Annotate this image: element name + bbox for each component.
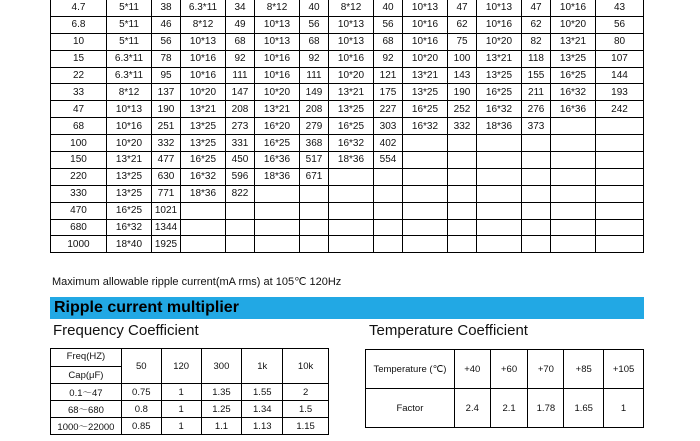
case-size-cell <box>255 236 300 253</box>
case-size-cell <box>329 236 374 253</box>
case-size-cell: 10*16 <box>477 16 522 33</box>
case-size-cell: 8*12 <box>329 0 374 16</box>
freq-factor-cell: 1.25 <box>201 401 242 418</box>
case-size-cell: 10*16 <box>255 50 300 67</box>
table-row <box>51 67 644 84</box>
ripple-current-cell: 630 <box>152 168 181 185</box>
case-size-cell: 10*20 <box>181 84 226 101</box>
case-size-cell <box>181 202 226 219</box>
case-size-cell <box>329 168 374 185</box>
ripple-current-cell <box>448 202 477 219</box>
ripple-current-cell <box>300 219 329 236</box>
ripple-current-cell: 111 <box>300 67 329 84</box>
case-size-cell: 8*12 <box>255 0 300 16</box>
case-size-cell: 16*25 <box>551 67 596 84</box>
case-size-cell: 10*20 <box>255 84 300 101</box>
case-size-cell <box>477 202 522 219</box>
ripple-current-cell <box>374 202 403 219</box>
case-size-cell: 13*21 <box>551 33 596 50</box>
case-size-cell: 10*13 <box>477 0 522 16</box>
ripple-current-cell <box>522 236 551 253</box>
table-row <box>51 202 644 219</box>
capacitance-cell: 6.8 <box>51 16 107 33</box>
ripple-current-cell <box>522 185 551 202</box>
case-size-cell <box>329 185 374 202</box>
table-row <box>51 236 644 253</box>
ripple-current-cell: 303 <box>374 118 403 135</box>
case-size-cell <box>255 202 300 219</box>
case-size-cell: 18*40 <box>107 236 152 253</box>
case-size-cell <box>181 236 226 253</box>
freq-row <box>51 401 329 418</box>
ripple-current-cell: 332 <box>152 135 181 152</box>
case-size-cell: 10*16 <box>329 50 374 67</box>
case-size-cell: 13*21 <box>107 152 152 169</box>
case-size-cell: 13*25 <box>181 135 226 152</box>
ripple-current-cell: 373 <box>522 118 551 135</box>
table-row <box>51 135 644 152</box>
ripple-current-cell <box>596 236 644 253</box>
ripple-current-cell: 68 <box>374 33 403 50</box>
case-size-cell: 10*20 <box>403 50 448 67</box>
ripple-current-cell <box>374 236 403 253</box>
capacitance-cell: 47 <box>51 101 107 118</box>
case-size-cell <box>477 168 522 185</box>
ripple-current-cell: 78 <box>152 50 181 67</box>
case-size-cell: 10*16 <box>551 0 596 16</box>
capacitance-cell: 680 <box>51 219 107 236</box>
cap-header-label: Cap(μF) <box>68 370 104 381</box>
table-row <box>51 118 644 135</box>
capacitance-cell: 4.7 <box>51 0 107 16</box>
case-size-cell: 13*25 <box>181 118 226 135</box>
freq-col-header: 300 <box>201 349 242 384</box>
ripple-current-cell: 43 <box>596 0 644 16</box>
ripple-current-cell <box>226 236 255 253</box>
ripple-current-cell: 143 <box>448 67 477 84</box>
case-size-cell <box>477 152 522 169</box>
ripple-current-cell <box>448 185 477 202</box>
ripple-current-cell: 227 <box>374 101 403 118</box>
case-size-cell: 6.3*11 <box>107 67 152 84</box>
ripple-current-cell <box>374 168 403 185</box>
case-size-cell: 16*25 <box>107 202 152 219</box>
case-size-cell <box>551 118 596 135</box>
capacitance-cell: 33 <box>51 84 107 101</box>
case-size-cell: 13*21 <box>181 101 226 118</box>
ripple-current-cell <box>596 202 644 219</box>
ripple-current-cell <box>522 152 551 169</box>
ripple-current-cell: 118 <box>522 50 551 67</box>
section-banner <box>50 297 644 319</box>
case-size-cell: 10*13 <box>403 0 448 16</box>
ripple-current-cell: 251 <box>152 118 181 135</box>
case-size-cell <box>551 168 596 185</box>
ripple-current-cell: 49 <box>226 16 255 33</box>
capacitance-cell: 1000 <box>51 236 107 253</box>
ripple-current-cell <box>522 135 551 152</box>
case-size-cell <box>403 185 448 202</box>
ripple-current-cell <box>226 219 255 236</box>
ripple-current-cell: 671 <box>300 168 329 185</box>
ripple-current-cell: 75 <box>448 33 477 50</box>
freq-factor-cell: 1.34 <box>242 401 283 418</box>
ripple-current-cell: 92 <box>300 50 329 67</box>
freq-factor-cell: 1.1 <box>201 418 242 435</box>
ripple-current-cell: 771 <box>152 185 181 202</box>
case-size-cell: 13*25 <box>403 84 448 101</box>
freq-factor-cell: 1.55 <box>242 384 283 401</box>
case-size-cell <box>255 185 300 202</box>
ripple-current-cell: 477 <box>152 152 181 169</box>
freq-factor-cell: 0.8 <box>121 401 161 418</box>
ripple-current-cell <box>448 135 477 152</box>
ripple-current-cell: 56 <box>300 16 329 33</box>
freq-factor-cell: 1.35 <box>201 384 242 401</box>
case-size-cell <box>329 202 374 219</box>
temp-header-label: Temperature (℃) <box>366 350 455 389</box>
ripple-current-cell: 190 <box>448 84 477 101</box>
ripple-current-cell <box>374 219 403 236</box>
ripple-current-cell: 175 <box>374 84 403 101</box>
case-size-cell: 13*25 <box>107 185 152 202</box>
temp-col-header: +40 <box>454 350 490 389</box>
case-size-cell <box>403 202 448 219</box>
temp-row-label: Factor <box>366 389 455 428</box>
case-size-cell: 10*16 <box>255 67 300 84</box>
ripple-current-cell <box>596 118 644 135</box>
case-size-cell <box>403 168 448 185</box>
ripple-current-cell: 822 <box>226 185 255 202</box>
table-row <box>51 168 644 185</box>
case-size-cell <box>551 219 596 236</box>
ripple-current-cell: 38 <box>152 0 181 16</box>
ripple-current-cell: 402 <box>374 135 403 152</box>
ripple-current-cell: 147 <box>226 84 255 101</box>
capacitance-cell: 330 <box>51 185 107 202</box>
ripple-current-cell <box>522 219 551 236</box>
capacitance-cell: 10 <box>51 33 107 50</box>
ripple-note: Maximum allowable ripple current(mA rms) at 105℃ 120Hz <box>52 276 342 288</box>
ripple-current-cell: 68 <box>226 33 255 50</box>
ripple-current-cell: 1925 <box>152 236 181 253</box>
case-size-cell: 18*36 <box>255 168 300 185</box>
table-row <box>51 33 644 50</box>
ripple-current-cell: 100 <box>448 50 477 67</box>
temp-factor-row <box>366 389 644 428</box>
temp-col-header: +60 <box>490 350 528 389</box>
ripple-current-cell: 68 <box>300 33 329 50</box>
ripple-current-cell: 92 <box>226 50 255 67</box>
case-size-cell: 13*21 <box>477 50 522 67</box>
case-size-cell: 16*25 <box>329 118 374 135</box>
freq-factor-cell: 2 <box>283 384 329 401</box>
table-row <box>51 185 644 202</box>
ripple-current-cell: 596 <box>226 168 255 185</box>
ripple-current-cell: 80 <box>596 33 644 50</box>
case-size-cell: 10*16 <box>181 67 226 84</box>
ripple-current-cell: 1021 <box>152 202 181 219</box>
table-row <box>51 0 644 16</box>
freq-cap-range-cell: 0.1～47 <box>51 384 122 401</box>
case-size-cell: 16*25 <box>181 152 226 169</box>
ripple-current-table <box>50 0 644 253</box>
ripple-current-cell <box>448 152 477 169</box>
capacitance-cell: 15 <box>51 50 107 67</box>
case-size-cell <box>477 185 522 202</box>
ripple-current-cell <box>448 219 477 236</box>
case-size-cell: 13*25 <box>551 50 596 67</box>
temp-factor-cell: 1.78 <box>528 389 564 428</box>
case-size-cell: 6.3*11 <box>107 50 152 67</box>
case-size-cell: 8*12 <box>181 16 226 33</box>
ripple-current-cell: 121 <box>374 67 403 84</box>
ripple-current-cell: 155 <box>522 67 551 84</box>
ripple-current-cell: 208 <box>300 101 329 118</box>
temperature-coefficient-table <box>365 349 644 428</box>
ripple-current-cell <box>596 135 644 152</box>
temp-col-header: +105 <box>604 350 644 389</box>
case-size-cell <box>403 152 448 169</box>
case-size-cell: 16*32 <box>107 219 152 236</box>
case-size-cell: 16*32 <box>403 118 448 135</box>
case-size-cell: 10*13 <box>255 33 300 50</box>
ripple-current-cell: 62 <box>448 16 477 33</box>
freq-cap-range-cell: 68～680 <box>51 401 122 418</box>
case-size-cell <box>181 219 226 236</box>
ripple-current-cell: 208 <box>226 101 255 118</box>
freq-cap-header-cell <box>51 349 122 384</box>
capacitance-cell: 150 <box>51 152 107 169</box>
ripple-current-cell: 47 <box>522 0 551 16</box>
table-row <box>51 84 644 101</box>
capacitance-cell: 100 <box>51 135 107 152</box>
ripple-current-cell: 517 <box>300 152 329 169</box>
freq-factor-cell: 1 <box>161 384 201 401</box>
case-size-cell <box>551 236 596 253</box>
ripple-current-cell <box>226 202 255 219</box>
case-size-cell: 16*32 <box>329 135 374 152</box>
case-size-cell: 16*20 <box>255 118 300 135</box>
ripple-current-cell: 331 <box>226 135 255 152</box>
temp-col-header: +85 <box>564 350 604 389</box>
ripple-current-cell: 56 <box>596 16 644 33</box>
ripple-current-cell: 279 <box>300 118 329 135</box>
case-size-cell: 5*11 <box>107 16 152 33</box>
case-size-cell <box>255 219 300 236</box>
temp-factor-cell: 2.1 <box>490 389 528 428</box>
freq-header-row <box>51 349 329 384</box>
case-size-cell: 10*16 <box>403 16 448 33</box>
case-size-cell <box>403 135 448 152</box>
ripple-current-cell <box>596 185 644 202</box>
case-size-cell: 16*32 <box>477 101 522 118</box>
frequency-coefficient-title: Frequency Coefficient <box>53 322 199 339</box>
case-size-cell: 13*25 <box>329 101 374 118</box>
case-size-cell <box>551 152 596 169</box>
temperature-coefficient-title: Temperature Coefficient <box>369 322 528 339</box>
case-size-cell: 18*36 <box>329 152 374 169</box>
case-size-cell: 10*13 <box>255 16 300 33</box>
case-size-cell: 16*36 <box>255 152 300 169</box>
ripple-current-cell: 211 <box>522 84 551 101</box>
temp-header-row <box>366 350 644 389</box>
ripple-current-cell: 56 <box>152 33 181 50</box>
ripple-current-cell: 62 <box>522 16 551 33</box>
case-size-cell: 10*13 <box>329 33 374 50</box>
case-size-cell: 10*13 <box>329 16 374 33</box>
freq-factor-cell: 1.5 <box>283 401 329 418</box>
case-size-cell <box>551 202 596 219</box>
ripple-current-cell: 252 <box>448 101 477 118</box>
ripple-current-cell <box>300 202 329 219</box>
freq-factor-cell: 0.85 <box>121 418 161 435</box>
ripple-current-cell <box>300 185 329 202</box>
case-size-cell <box>551 135 596 152</box>
ripple-current-cell: 450 <box>226 152 255 169</box>
ripple-current-cell: 149 <box>300 84 329 101</box>
temp-factor-cell: 1.65 <box>564 389 604 428</box>
ripple-current-cell: 273 <box>226 118 255 135</box>
freq-row <box>51 384 329 401</box>
capacitance-cell: 68 <box>51 118 107 135</box>
freq-factor-cell: 1.13 <box>242 418 283 435</box>
ripple-current-cell: 111 <box>226 67 255 84</box>
freq-col-header: 50 <box>121 349 161 384</box>
ripple-current-cell: 46 <box>152 16 181 33</box>
case-size-cell: 10*20 <box>107 135 152 152</box>
ripple-current-cell: 368 <box>300 135 329 152</box>
ripple-current-cell <box>596 219 644 236</box>
case-size-cell: 16*25 <box>255 135 300 152</box>
ripple-current-cell: 92 <box>374 50 403 67</box>
ripple-current-cell <box>448 236 477 253</box>
ripple-current-cell: 34 <box>226 0 255 16</box>
freq-col-header: 1k <box>242 349 283 384</box>
table-row <box>51 50 644 67</box>
ripple-current-cell: 144 <box>596 67 644 84</box>
ripple-current-cell: 47 <box>448 0 477 16</box>
case-size-cell: 10*20 <box>551 16 596 33</box>
freq-col-header: 10k <box>283 349 329 384</box>
case-size-cell <box>403 219 448 236</box>
case-size-cell: 10*16 <box>181 50 226 67</box>
freq-cap-range-cell: 1000～22000 <box>51 418 122 435</box>
case-size-cell: 10*16 <box>403 33 448 50</box>
case-size-cell: 5*11 <box>107 0 152 16</box>
case-size-cell: 6.3*11 <box>181 0 226 16</box>
table-row <box>51 152 644 169</box>
table-row <box>51 16 644 33</box>
table-row <box>51 101 644 118</box>
case-size-cell <box>477 236 522 253</box>
temp-factor-cell: 2.4 <box>454 389 490 428</box>
case-size-cell <box>551 185 596 202</box>
ripple-current-cell: 276 <box>522 101 551 118</box>
ripple-current-cell: 137 <box>152 84 181 101</box>
capacitance-cell: 470 <box>51 202 107 219</box>
case-size-cell: 16*25 <box>477 84 522 101</box>
ripple-current-cell <box>300 236 329 253</box>
freq-row <box>51 418 329 435</box>
ripple-current-cell: 40 <box>374 0 403 16</box>
ripple-current-cell: 56 <box>374 16 403 33</box>
ripple-current-cell: 1344 <box>152 219 181 236</box>
case-size-cell: 18*36 <box>477 118 522 135</box>
freq-factor-cell: 1 <box>161 401 201 418</box>
ripple-current-cell: 82 <box>522 33 551 50</box>
ripple-current-cell <box>596 152 644 169</box>
case-size-cell: 18*36 <box>181 185 226 202</box>
case-size-cell: 10*16 <box>107 118 152 135</box>
case-size-cell: 16*25 <box>403 101 448 118</box>
case-size-cell: 13*25 <box>477 67 522 84</box>
ripple-current-cell: 40 <box>300 0 329 16</box>
case-size-cell: 10*20 <box>477 33 522 50</box>
ripple-current-cell <box>522 168 551 185</box>
frequency-coefficient-table <box>50 348 329 435</box>
case-size-cell: 10*13 <box>181 33 226 50</box>
case-size-cell: 16*32 <box>551 84 596 101</box>
case-size-cell <box>477 219 522 236</box>
case-size-cell <box>477 135 522 152</box>
table-row <box>51 219 644 236</box>
ripple-current-cell: 242 <box>596 101 644 118</box>
freq-factor-cell: 1.15 <box>283 418 329 435</box>
case-size-cell: 10*20 <box>329 67 374 84</box>
ripple-current-cell <box>522 202 551 219</box>
case-size-cell: 16*36 <box>551 101 596 118</box>
ripple-current-cell <box>596 168 644 185</box>
case-size-cell: 5*11 <box>107 33 152 50</box>
case-size-cell: 16*32 <box>181 168 226 185</box>
case-size-cell <box>329 219 374 236</box>
freq-factor-cell: 1 <box>161 418 201 435</box>
ripple-current-cell <box>374 185 403 202</box>
ripple-current-cell <box>448 168 477 185</box>
case-size-cell: 13*21 <box>329 84 374 101</box>
ripple-current-cell: 554 <box>374 152 403 169</box>
ripple-current-cell: 193 <box>596 84 644 101</box>
temp-factor-cell: 1 <box>604 389 644 428</box>
temp-col-header: +70 <box>528 350 564 389</box>
case-size-cell: 13*21 <box>403 67 448 84</box>
capacitance-cell: 220 <box>51 168 107 185</box>
freq-header-label: Freq(HZ) <box>66 351 106 362</box>
capacitance-cell: 22 <box>51 67 107 84</box>
case-size-cell <box>403 236 448 253</box>
ripple-current-cell: 107 <box>596 50 644 67</box>
section-title: Ripple current multiplier <box>54 299 239 316</box>
freq-factor-cell: 0.75 <box>121 384 161 401</box>
ripple-current-cell: 190 <box>152 101 181 118</box>
case-size-cell: 10*13 <box>107 101 152 118</box>
case-size-cell: 13*25 <box>107 168 152 185</box>
header-divider <box>51 366 121 367</box>
ripple-current-cell: 332 <box>448 118 477 135</box>
ripple-current-cell: 95 <box>152 67 181 84</box>
case-size-cell: 13*21 <box>255 101 300 118</box>
freq-col-header: 120 <box>161 349 201 384</box>
case-size-cell: 8*12 <box>107 84 152 101</box>
